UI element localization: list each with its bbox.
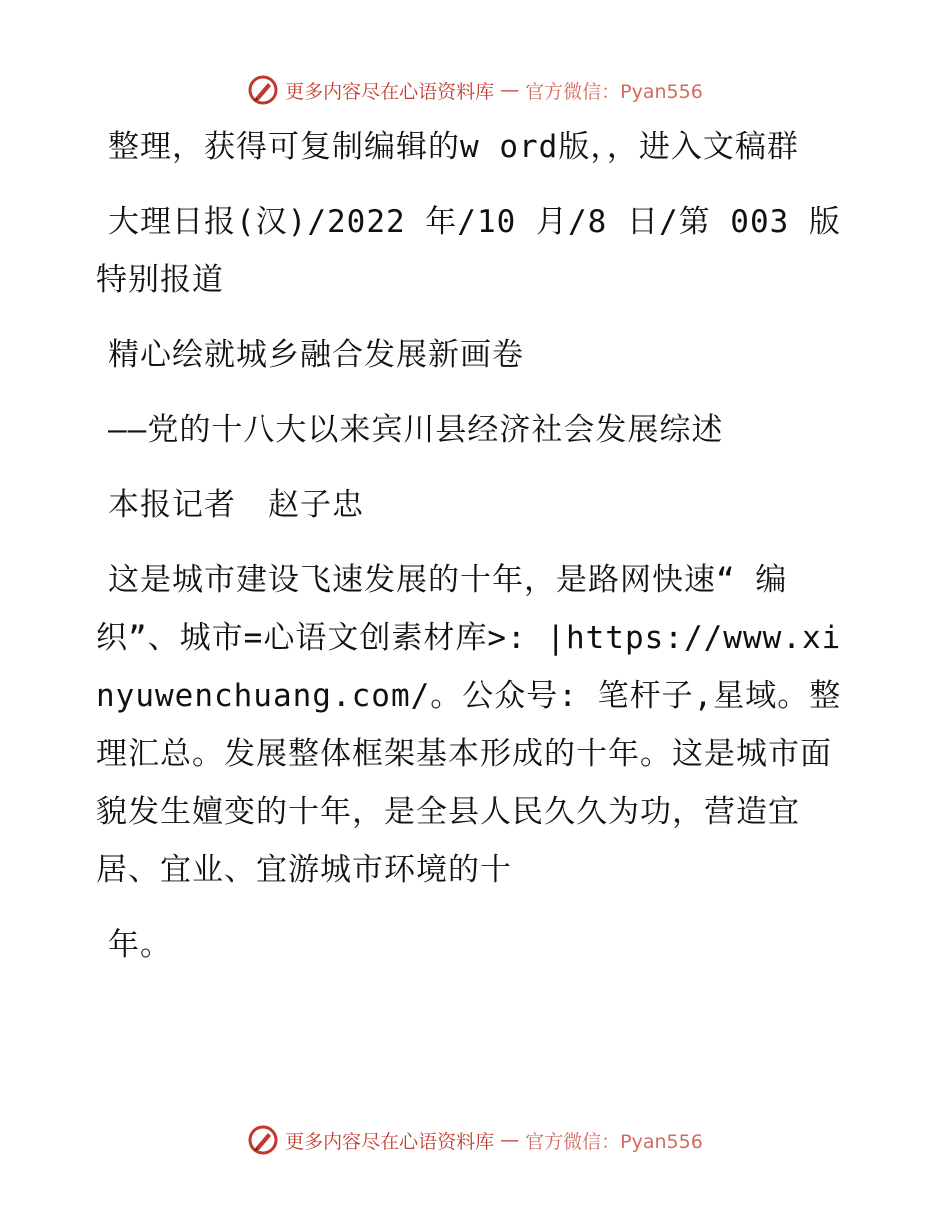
source-line: 大理日报(汉)/2022 年/10 月/8 日/第 003 版特别报道	[96, 204, 841, 298]
header-banner	[0, 74, 950, 106]
article-title: 精心绘就城乡融合发展新画卷	[108, 337, 524, 373]
body-paragraph-end: 年。	[108, 927, 172, 963]
footer-banner	[0, 1124, 950, 1156]
pen-logo-icon	[247, 74, 279, 106]
document-body	[96, 118, 854, 991]
header-contact: 官方微信：Pyan556	[525, 80, 703, 103]
header-separator: —	[500, 79, 520, 101]
footer-separator: —	[500, 1129, 520, 1151]
byline: 本报记者 赵子忠	[108, 487, 364, 523]
pen-logo-icon	[247, 1124, 279, 1156]
footer-contact: 官方微信：Pyan556	[525, 1130, 703, 1153]
footer-brand-text: 更多内容尽在心语资料库	[285, 1130, 495, 1153]
body-paragraph: 这是城市建设飞速发展的十年，是路网快速“ 编织”、城市=心语文创素材库>: |https://www.xinyuwenchuang.com/。公众号: 笔杆子,星域。整理汇总。发展整体框架基本形成的十年。这是城市面貌发生嬗变的十年，是全县人民久久为功，营造宜居、宜业、宜游城市环境的十	[96, 562, 842, 888]
article-subtitle: ——党的十八大以来宾川县经济社会发展综述	[108, 412, 724, 448]
intro-note: 整理，获得可复制编辑的w ord版，，进入文稿群	[108, 129, 799, 165]
header-brand-text: 更多内容尽在心语资料库	[285, 80, 495, 103]
